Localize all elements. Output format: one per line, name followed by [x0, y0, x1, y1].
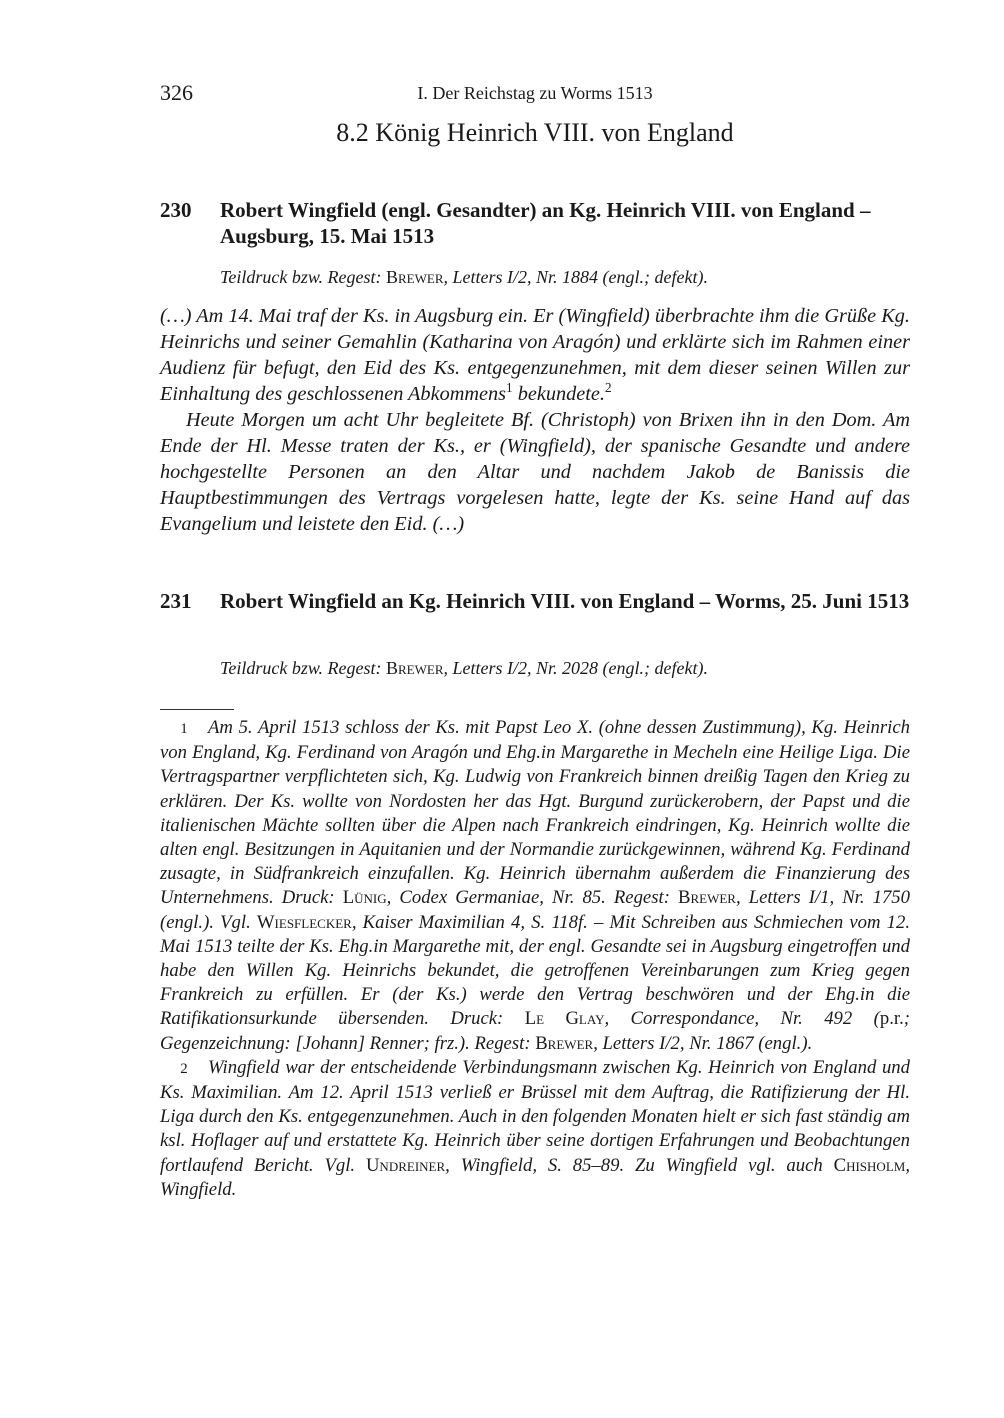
document-number: 231	[160, 589, 192, 613]
footnote-author: Le Glay	[524, 1008, 605, 1030]
source-citation: , Letters I/2, Nr. 2028 (engl.; defekt).	[443, 658, 708, 678]
footnote-1	[160, 716, 910, 1056]
section-heading: 8.2 König Heinrich VIII. von England	[336, 118, 734, 147]
footnotes	[160, 716, 910, 1202]
footnote-mark: 2	[180, 1060, 188, 1077]
footnote-text: , Wingfield.	[160, 1154, 910, 1200]
footnote-text: , Correspondance, Nr. 492 (	[604, 1008, 880, 1030]
page-number: 326	[160, 80, 193, 105]
footnote-author: Undreiner	[365, 1154, 446, 1176]
footnote-divider	[160, 709, 234, 710]
source-note-231	[220, 658, 910, 679]
source-citation: , Letters I/2, Nr. 1884 (engl.; defekt).	[443, 267, 708, 287]
body-paragraph: Heute Morgen um acht Uhr begleitete Bf. (Christoph) von Brixen ihn in den Dom. Am Ende der Hl. Messe traten der Ks., er (Wingfield), der spanische Gesandte und andere hochgestellte Personen an den Altar und nachdem Jakob de Banissis die Hauptbestimmungen des Vertrags vorgelesen hatte, legte der Ks. seine Hand auf das Evangelium und leistete den Eid. (…)	[160, 409, 910, 535]
document-number: 230	[160, 198, 192, 222]
source-author: Brewer	[385, 658, 444, 678]
footnote-text: ; Gegenzeichnung: [Johann] Renner; frz.). Regest:	[160, 1008, 910, 1054]
footnote-text: , Letters I/2, Nr. 1867 (engl.).	[593, 1032, 813, 1054]
document-body-230	[160, 303, 910, 537]
footnote-text: , Wingfield, S. 85–89. Zu Wingfield vgl. auch	[445, 1154, 834, 1176]
source-prefix: Teildruck bzw. Regest:	[220, 267, 382, 287]
footnote-author: Wiesflecker	[256, 911, 352, 933]
paragraph-text: (…) Am 14. Mai traf der Ks. in Augsburg ein. Er (Wingfield) überbrachte ihm die Grüße Kg. Heinrichs und seiner Gemahlin (Katharina von Aragón) und erklärte sich im Rahmen einer Audienz für befugt, den Eid des Ks. entgegenzunehmen, mit dem dieser seinen Willen zur Einhaltung des geschlossenen Abkommens	[160, 305, 910, 405]
footnote-text: , Letters I/1, Nr. 1750 (engl.). Vgl.	[160, 887, 910, 933]
running-header	[160, 80, 910, 110]
footnote-text: , Kaiser Maximilian 4, S. 118f. – Mit Schreiben aus Schmiechen vom 12. Mai 1513 teilte der Ks. Ehg.in Margarethe mit, der engl. Gesandte sei in Augsburg eingetroffen und habe den Willen Kg. Heinrichs bekundet, die getroffenen Vereinbarungen zum Krieg gegen Frankreich zu erfüllen. Er (der Ks.) werde den Vertrag beschwören und der Ehg.in die Ratifikationsurkunde übersenden. Druck:	[160, 911, 910, 1030]
footnote-ref: 1	[506, 380, 513, 396]
footnote-2	[160, 1056, 910, 1202]
footnote-ref: 2	[605, 380, 612, 396]
running-title: I. Der Reichstag zu Worms 1513	[417, 83, 653, 103]
document-heading-230	[160, 197, 910, 249]
source-note-230	[220, 267, 910, 288]
footnote-text: Wingfield war der entscheidende Verbindungsmann zwischen Kg. Heinrich von England und Ks. Maximilian. Am 12. April 1513 verließ er Brüssel mit dem Auftrag, die Ratifizierung der Hl. Liga durch den Ks. entgegenzunehmen. Auch in den folgenden Monaten hielt er sich fast ständig am ksl. Hoflager auf und erstattete Kg. Heinrich über seine dortigen Erfahrungen und Beobachtungen fortlaufend Bericht. Vgl.	[160, 1056, 910, 1176]
footnote-author: Brewer	[678, 887, 736, 909]
document-title: Robert Wingfield an Kg. Heinrich VIII. von England – Worms, 25. Juni 1513	[220, 589, 910, 613]
document-title: Robert Wingfield (engl. Gesandter) an Kg. Heinrich VIII. von England – Augsburg, 15. Mai 1513	[220, 198, 871, 248]
footnote-text: Am 5. April 1513 schloss der Ks. mit Papst Leo X. (ohne dessen Zustimmung), Kg. Heinrich von England, Kg. Ferdinand von Aragón und Ehg.in Margarethe in Mecheln eine Heilige Liga. Die Vertragspartner verpflichteten sich, Kg. Ludwig von Frankreich binnen dreißig Tagen den Krieg zu erklären. Der Ks. wollte von Nordosten her das Hgt. Burgund zurückerobern, der Papst und die italienischen Mächte sollten über die Alpen nach Frankreich eindringen, Kg. Heinrich wollte die alten engl. Besitzungen in Aquitanien und der Normandie zurückgewinnen, während Kg. Ferdinand zusagte, in Südfrankreich einzufallen. Kg. Heinrich übernahm außerdem die Finanzierung des Unternehmens. Druck:	[160, 717, 910, 909]
footnote-text: p.r.	[879, 1008, 904, 1030]
footnote-text: , Codex Germaniae, Nr. 85. Regest:	[386, 887, 678, 909]
body-paragraph	[160, 303, 910, 407]
paragraph-text: bekundete.	[512, 383, 605, 405]
footnote-author: Chisholm	[833, 1154, 906, 1176]
footnote-mark: 1	[180, 721, 188, 737]
document-heading-231	[160, 588, 910, 614]
source-author: Brewer	[385, 267, 444, 287]
source-prefix: Teildruck bzw. Regest:	[220, 658, 382, 678]
footnote-author: Lünig	[342, 887, 387, 909]
footnote-author: Brewer	[535, 1032, 594, 1054]
